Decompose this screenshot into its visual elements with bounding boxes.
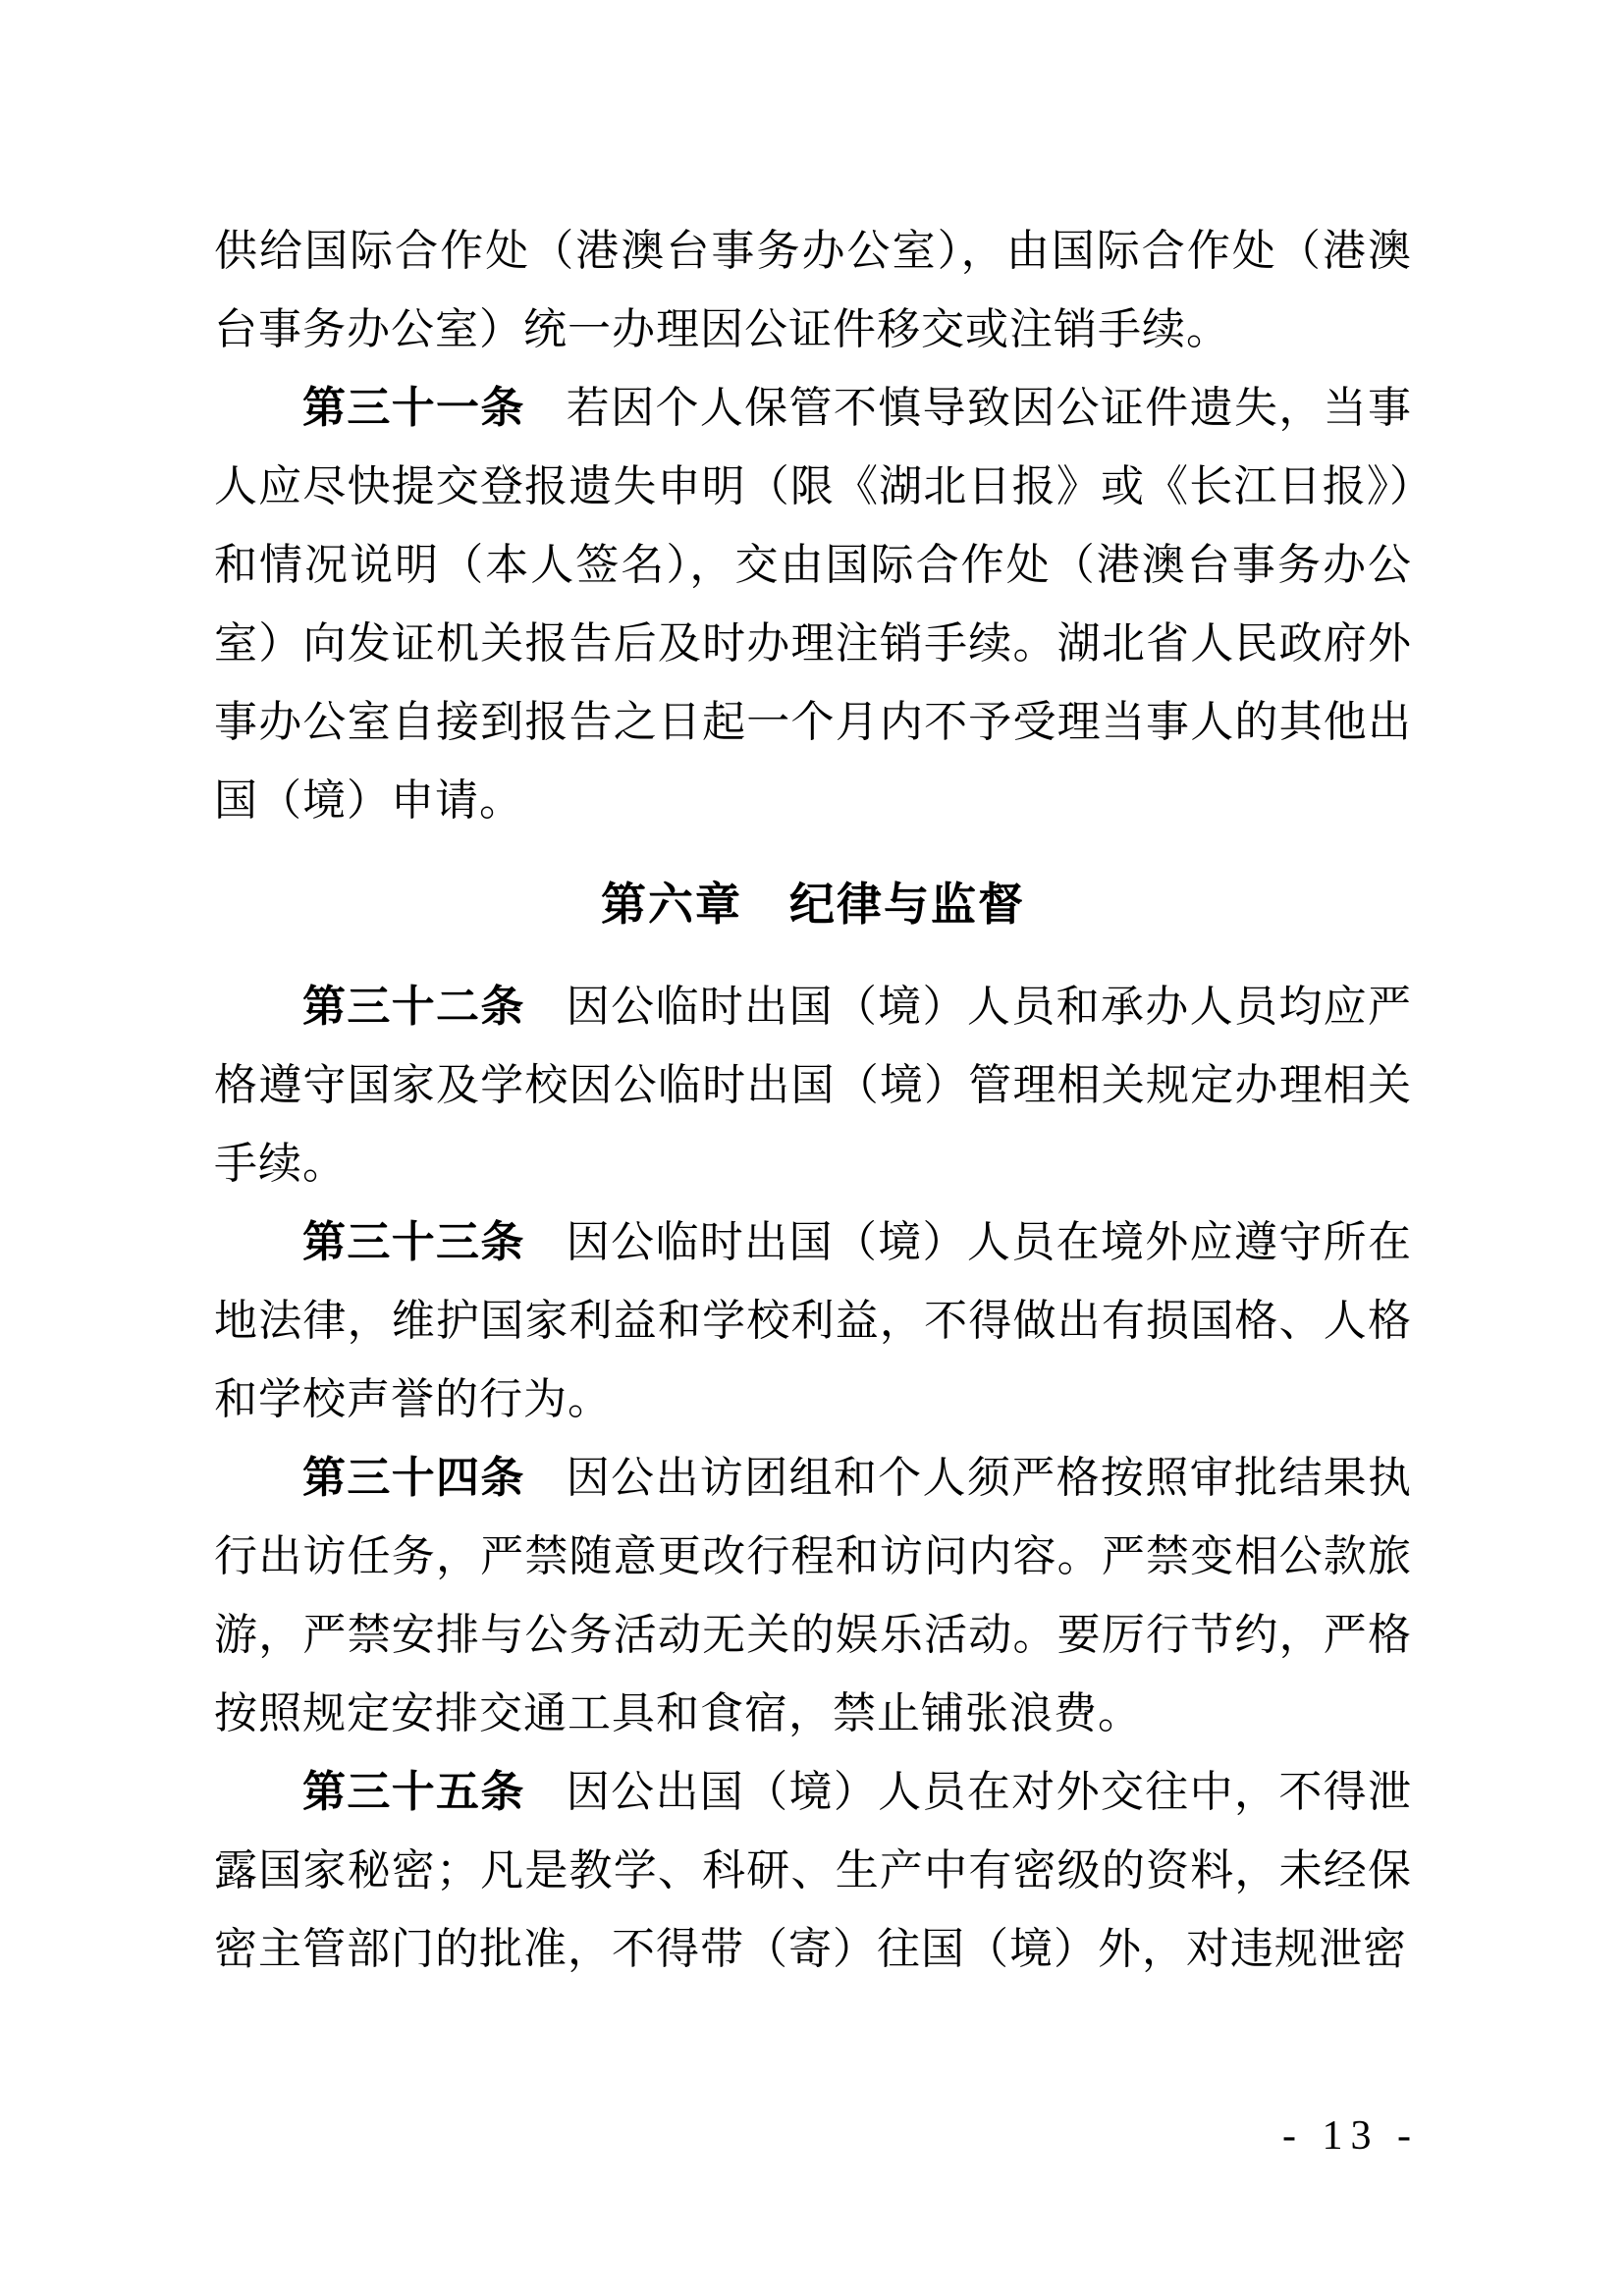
article-34-text: 因公出访团组和个人须严格按照审批结果执行出访任务，严禁随意更改行程和访问内容。严禁变相公款旅游，严禁安排与公务活动无关的娱乐活动。要厉行节约，严格按照规定安排交通工具和食宿，禁止铺张浪费。 xyxy=(214,1454,1413,1737)
paragraph-article-33 xyxy=(214,1203,1412,1439)
document-body xyxy=(214,212,1412,1989)
paragraph-text: 供给国际合作处（港澳台事务办公室），由国际合作处（港澳台事务办公室）统一办理因公证件移交或注销手续。 xyxy=(214,227,1412,353)
article-34-number: 第三十四条 xyxy=(302,1454,525,1502)
article-31-text: 若因个人保管不慎导致因公证件遗失，当事人应尽快提交登报遗失申明（限《湖北日报》或《长江日报》）和情况说明（本人签名），交由国际合作处（港澳台事务办公室）向发证机关报告后及时办理注销手续。湖北省人民政府外事办公室自接到报告之日起一个月内不予受理当事人的其他出国（境）申请。 xyxy=(214,384,1413,825)
article-35-number: 第三十五条 xyxy=(302,1768,525,1816)
article-33-text: 因公临时出国（境）人员在境外应遵守所在地法律，维护国家利益和学校利益，不得做出有损国格、人格和学校声誉的行为。 xyxy=(214,1218,1413,1423)
article-31-number: 第三十一条 xyxy=(302,384,525,432)
article-33-number: 第三十三条 xyxy=(302,1218,525,1266)
paragraph-article-31 xyxy=(214,369,1412,840)
paragraph-article-32 xyxy=(214,968,1412,1203)
paragraph-continuation xyxy=(214,212,1412,369)
paragraph-article-35 xyxy=(214,1753,1412,1989)
article-32-number: 第三十二条 xyxy=(302,983,525,1031)
article-32-text: 因公临时出国（境）人员和承办人员均应严格遵守国家及学校因公临时出国（境）管理相关规定办理相关手续。 xyxy=(214,983,1413,1188)
chapter-6-heading: 第六章 纪律与监督 xyxy=(601,879,1025,930)
paragraph-article-34 xyxy=(214,1439,1412,1753)
page-number: - 13 - xyxy=(1282,2113,1419,2159)
article-35-text: 因公出国（境）人员在对外交往中，不得泄露国家秘密；凡是教学、科研、生产中有密级的资料，未经保密主管部门的批准，不得带（寄）往国（境）外，对违规泄密 xyxy=(214,1768,1413,1973)
